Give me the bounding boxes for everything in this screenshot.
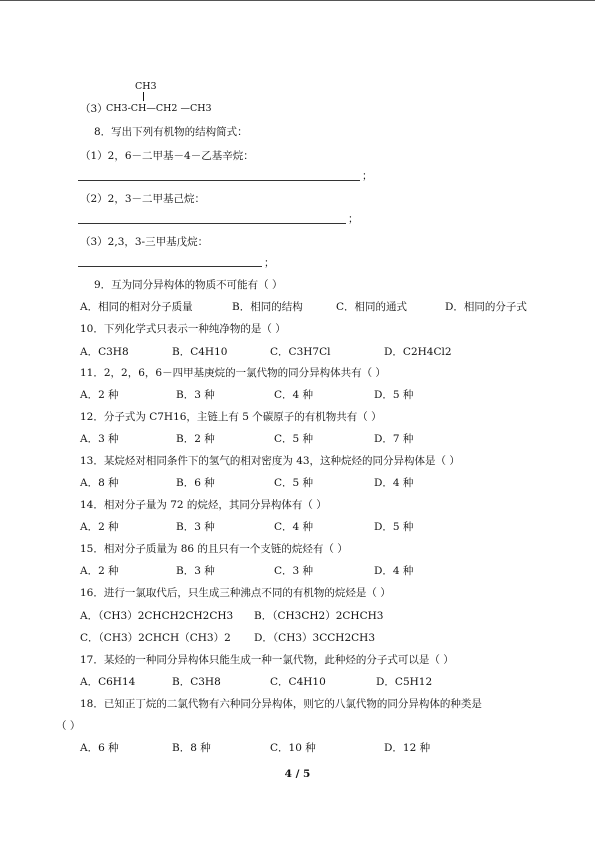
q14-stem: 14．相对分子量为 72 的烷烃，其同分异构体有（ ）	[80, 499, 327, 511]
q8-part3-blank[interactable]	[78, 266, 262, 267]
q16-option-a: A．（CH3）2CHCH2CH2CH3	[80, 610, 234, 622]
q18-option-c: C．10 种	[270, 742, 316, 754]
q8-part1-semicolon: ；	[362, 170, 373, 182]
formula-label: （3）	[80, 103, 108, 115]
q15-stem: 15．相对分子质量为 86 的且只有一个支链的烷烃有（ ）	[80, 543, 348, 555]
q12-option-c: C．5 种	[274, 433, 314, 445]
q13-option-c: C．5 种	[274, 477, 314, 489]
q11-option-b: B．3 种	[176, 389, 215, 401]
q10-option-a: A．C3H8	[80, 346, 129, 358]
q15-option-d: D．4 种	[374, 565, 414, 577]
q14-option-c: C．4 种	[274, 521, 314, 533]
q10-option-b: B．C4H10	[172, 346, 228, 358]
q15-option-a: A．2 种	[80, 565, 119, 577]
q10-stem: 10．下列化学式只表示一种纯净物的是（ ）	[80, 323, 286, 335]
formula-chain: CH3-CH—CH2 —CH3	[106, 103, 212, 114]
q14-option-d: D．5 种	[374, 521, 414, 533]
header-rule	[0, 0, 595, 1]
q8-part3-semicolon: ；	[264, 257, 275, 269]
q12-stem: 12．分子式为 C7H16，主链上有 5 个碳原子的有机物共有（ ）	[80, 411, 382, 423]
q16-option-b: B．（CH3CH2）2CHCH3	[254, 610, 384, 622]
q18-option-a: A．6 种	[80, 742, 119, 754]
q18-stem-paren: （ ）	[56, 720, 81, 732]
q8-part2-semicolon: ；	[348, 213, 359, 225]
q18-stem: 18．已知正丁烷的二氯代物有六种同分异构体，则它的八氯代物的同分异构体的种类是	[80, 698, 482, 710]
q11-option-d: D．5 种	[374, 389, 414, 401]
q15-option-b: B．3 种	[176, 565, 215, 577]
q9-option-a: A．相同的相对分子质量	[80, 301, 193, 313]
q13-option-d: D．4 种	[374, 477, 414, 489]
q12-option-a: A．3 种	[80, 433, 119, 445]
q9-option-c: C．相同的通式	[336, 301, 408, 313]
q8-part1-blank[interactable]	[78, 180, 360, 181]
q13-option-b: B．6 种	[176, 477, 215, 489]
q16-option-d: D．（CH3）3CCH2CH3	[254, 632, 375, 644]
q11-stem: 11．2，2，6，6－四甲基庚烷的一氯代物的同分异构体共有（ ）	[80, 367, 386, 379]
q18-option-b: B．8 种	[172, 742, 211, 754]
q15-option-c: C．3 种	[274, 565, 314, 577]
q11-option-a: A．2 种	[80, 389, 119, 401]
q17-option-d: D．C5H12	[376, 676, 433, 688]
q17-stem: 17．某烃的一种同分异构体只能生成一种一氯代物，此种烃的分子式可以是（ ）	[80, 654, 454, 666]
q9-stem: 9．互为同分异构体的物质不可能有（ ）	[94, 279, 283, 291]
q11-option-c: C．4 种	[274, 389, 314, 401]
page-number: 4 / 5	[284, 768, 311, 780]
q8-part2-blank[interactable]	[78, 223, 346, 224]
q8-stem: 8．写出下列有机物的结构简式：	[94, 126, 248, 138]
q18-option-d: D．12 种	[384, 742, 431, 754]
q10-option-c: C．C3H7Cl	[270, 346, 331, 358]
q16-option-c: C．（CH3）2CHCH（CH3）2	[80, 632, 231, 644]
q10-option-d: D．C2H4Cl2	[384, 346, 452, 358]
q17-option-c: C．C4H10	[270, 676, 326, 688]
q12-option-b: B．2 种	[176, 433, 215, 445]
formula-ch3-top: CH3	[135, 81, 157, 92]
q14-option-a: A．2 种	[80, 521, 119, 533]
q13-stem: 13．某烷烃对相同条件下的氢气的相对密度为 43，这种烷烃的同分异构体是（ ）	[80, 455, 460, 467]
q9-option-d: D．相同的分子式	[445, 301, 527, 313]
q13-option-a: A．8 种	[80, 477, 119, 489]
q8-part2: （2）2，3－二甲基己烷：	[80, 193, 206, 205]
q17-option-b: B．C3H8	[172, 676, 221, 688]
q14-option-b: B．3 种	[176, 521, 215, 533]
q8-part1: （1）2，6－二甲基－4－乙基辛烷：	[80, 150, 254, 162]
q17-option-a: A．C6H14	[80, 676, 136, 688]
formula-bond	[143, 92, 144, 101]
q9-option-b: B．相同的结构	[232, 301, 303, 313]
q12-option-d: D．7 种	[374, 433, 414, 445]
q16-stem: 16．进行一氯取代后，只生成三种沸点不同的有机物的烷烃是（ ）	[80, 587, 391, 599]
q8-part3: （3）2,3，3-三甲基戊烷：	[80, 236, 209, 248]
